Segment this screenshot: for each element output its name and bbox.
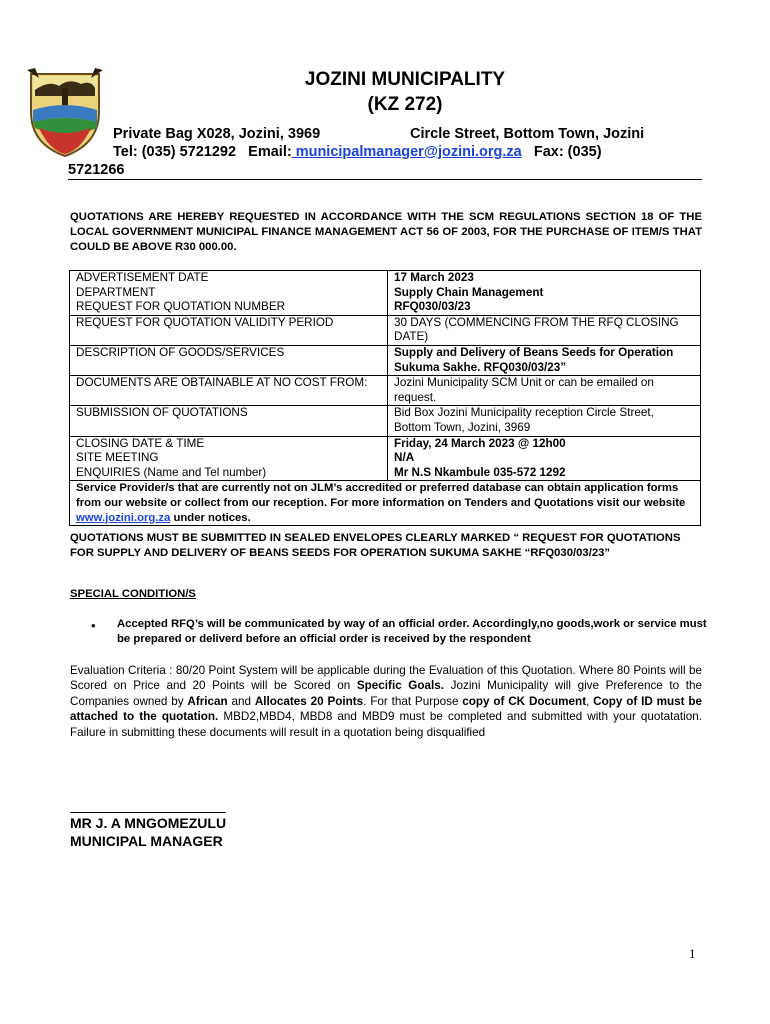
special-condition-item: Accepted RFQ’s will be communicated by way of an official order. Accordingly,no goods,work or service must be prepared or deliverd before an official order is received by the respondent <box>117 618 707 645</box>
closing-date-value: Friday, 24 March 2023 @ 12h00 <box>388 436 701 451</box>
rfq-number-label: REQUEST FOR QUOTATION NUMBER <box>70 300 388 315</box>
eval-bold: Allocates 20 Points <box>254 694 364 708</box>
email-label: Email: <box>248 144 292 160</box>
eval-text: Jozini Municipality will give Preference to the Companies owned by <box>70 679 702 708</box>
signatory-name: MR J. A MNGOMEZULU <box>70 815 227 831</box>
service-provider-note <box>70 481 701 526</box>
enquiries-value: Mr N.S Nkambule 035-572 1292 <box>388 466 701 481</box>
signature-line <box>70 812 226 813</box>
table-row <box>70 436 701 451</box>
submission-value: Bid Box Jozini Municipality reception Circle Street, Bottom Town, Jozini, 3969 <box>388 406 701 436</box>
municipality-code: (KZ 272) <box>367 94 443 115</box>
bullet-icon: • <box>91 618 96 633</box>
advertisement-date-value: 17 March 2023 <box>388 271 701 286</box>
eval-bold: copy of CK Document <box>462 694 587 708</box>
eval-text: MBD2,MBD4, MBD8 and MBD9 must be completed and submitted with your quotatation. Failure in submitting these documents will result in a quotation being disqualified <box>70 710 703 739</box>
contact-line <box>113 144 602 160</box>
note-text: Service Provider/s that are currently not on JLM’s accredited or preferred database can obtain application forms from our website or collect from our reception. For more information on Tenders and Quotations visit our website <box>76 482 686 509</box>
submission-label: SUBMISSION OF QUOTATIONS <box>70 406 388 436</box>
intro-paragraph: QUOTATIONS ARE HEREBY REQUESTED IN ACCORDANCE WITH THE SCM REGULATIONS SECTION 18 OF THE LOCAL GOVERNMENT MUNICIPAL FINANCE MANAGEMENT ACT 56 OF 2003, FOR THE PURCHASE OF ITEM/S THAT COULD BE ABOVE R30 000.00. <box>70 211 702 253</box>
advertisement-date-label: ADVERTISEMENT DATE <box>70 271 388 286</box>
postal-address: Private Bag X028, Jozini, 3969 <box>113 126 321 142</box>
eval-bold: African <box>187 694 228 708</box>
evaluation-criteria <box>70 663 702 740</box>
validity-period-label: REQUEST FOR QUOTATION VALIDITY PERIOD <box>70 315 388 345</box>
note-text-end: under notices. <box>170 511 251 524</box>
description-value: Supply and Delivery of Beans Seeds for Operation Sukuma Sakhe. RFQ030/03/23” <box>388 345 701 375</box>
page-number: 1 <box>689 946 696 961</box>
enquiries-label: ENQUIRIES (Name and Tel number) <box>70 466 388 481</box>
table-row <box>70 286 701 301</box>
department-value: Supply Chain Management <box>388 286 701 301</box>
street-address: Circle Street, Bottom Town, Jozini <box>410 126 645 142</box>
eval-text: and <box>227 694 255 708</box>
fax-continued: 5721266 <box>68 162 125 178</box>
rfq-details-table <box>69 270 701 526</box>
submission-instruction: QUOTATIONS MUST BE SUBMITTED IN SEALED ENVELOPES CLEARLY MARKED “ REQUEST FOR QUOTATIONS FOR SUPPLY AND DELIVERY OF BEANS SEEDS FOR OPERATION SUKUMA SAKHE “RFQ030/03/23” <box>70 532 681 559</box>
rfq-number-value: RFQ030/03/23 <box>388 300 701 315</box>
table-row <box>70 451 701 466</box>
eval-text: . For that Purpose <box>363 694 463 708</box>
table-row <box>70 466 701 481</box>
department-label: DEPARTMENT <box>70 286 388 301</box>
table-row <box>70 406 701 436</box>
eval-bold: Specific Goals. <box>356 679 445 693</box>
table-row <box>70 315 701 345</box>
documents-label: DOCUMENTS ARE OBTAINABLE AT NO COST FROM: <box>70 376 388 406</box>
table-row <box>70 345 701 375</box>
email-link[interactable]: municipalmanager@jozini.org.za <box>291 144 522 160</box>
header-divider <box>68 179 702 180</box>
validity-period-value: 30 DAYS (COMMENCING FROM THE RFQ CLOSING DATE) <box>388 315 701 345</box>
table-row <box>70 300 701 315</box>
table-row <box>70 376 701 406</box>
website-link[interactable]: www.jozini.org.za <box>76 511 171 524</box>
documents-value: Jozini Municipality SCM Unit or can be emailed on request. <box>388 376 701 406</box>
site-meeting-label: SITE MEETING <box>70 451 388 466</box>
closing-date-label: CLOSING DATE & TIME <box>70 436 388 451</box>
telephone: Tel: (035) 5721292 <box>113 144 237 160</box>
eval-text: Evaluation Criteria : 80/20 Point System will be applicable during the Evaluation of this Quotation. Where 80 Points will be Scored on Price and 20 Points will be Scored on <box>70 664 702 693</box>
fax: Fax: (035) <box>533 144 602 160</box>
municipality-title: JOZINI MUNICIPALITY <box>304 69 506 90</box>
special-conditions-heading: SPECIAL CONDITION/S <box>70 588 196 600</box>
description-label: DESCRIPTION OF GOODS/SERVICES <box>70 345 388 375</box>
table-row <box>70 271 701 286</box>
table-row <box>70 481 701 526</box>
eval-text: , <box>586 694 594 708</box>
site-meeting-value: N/A <box>388 451 701 466</box>
eval-bold: Copy of ID must be attached to the quotation. <box>70 694 702 724</box>
signatory-title: MUNICIPAL MANAGER <box>70 833 223 849</box>
